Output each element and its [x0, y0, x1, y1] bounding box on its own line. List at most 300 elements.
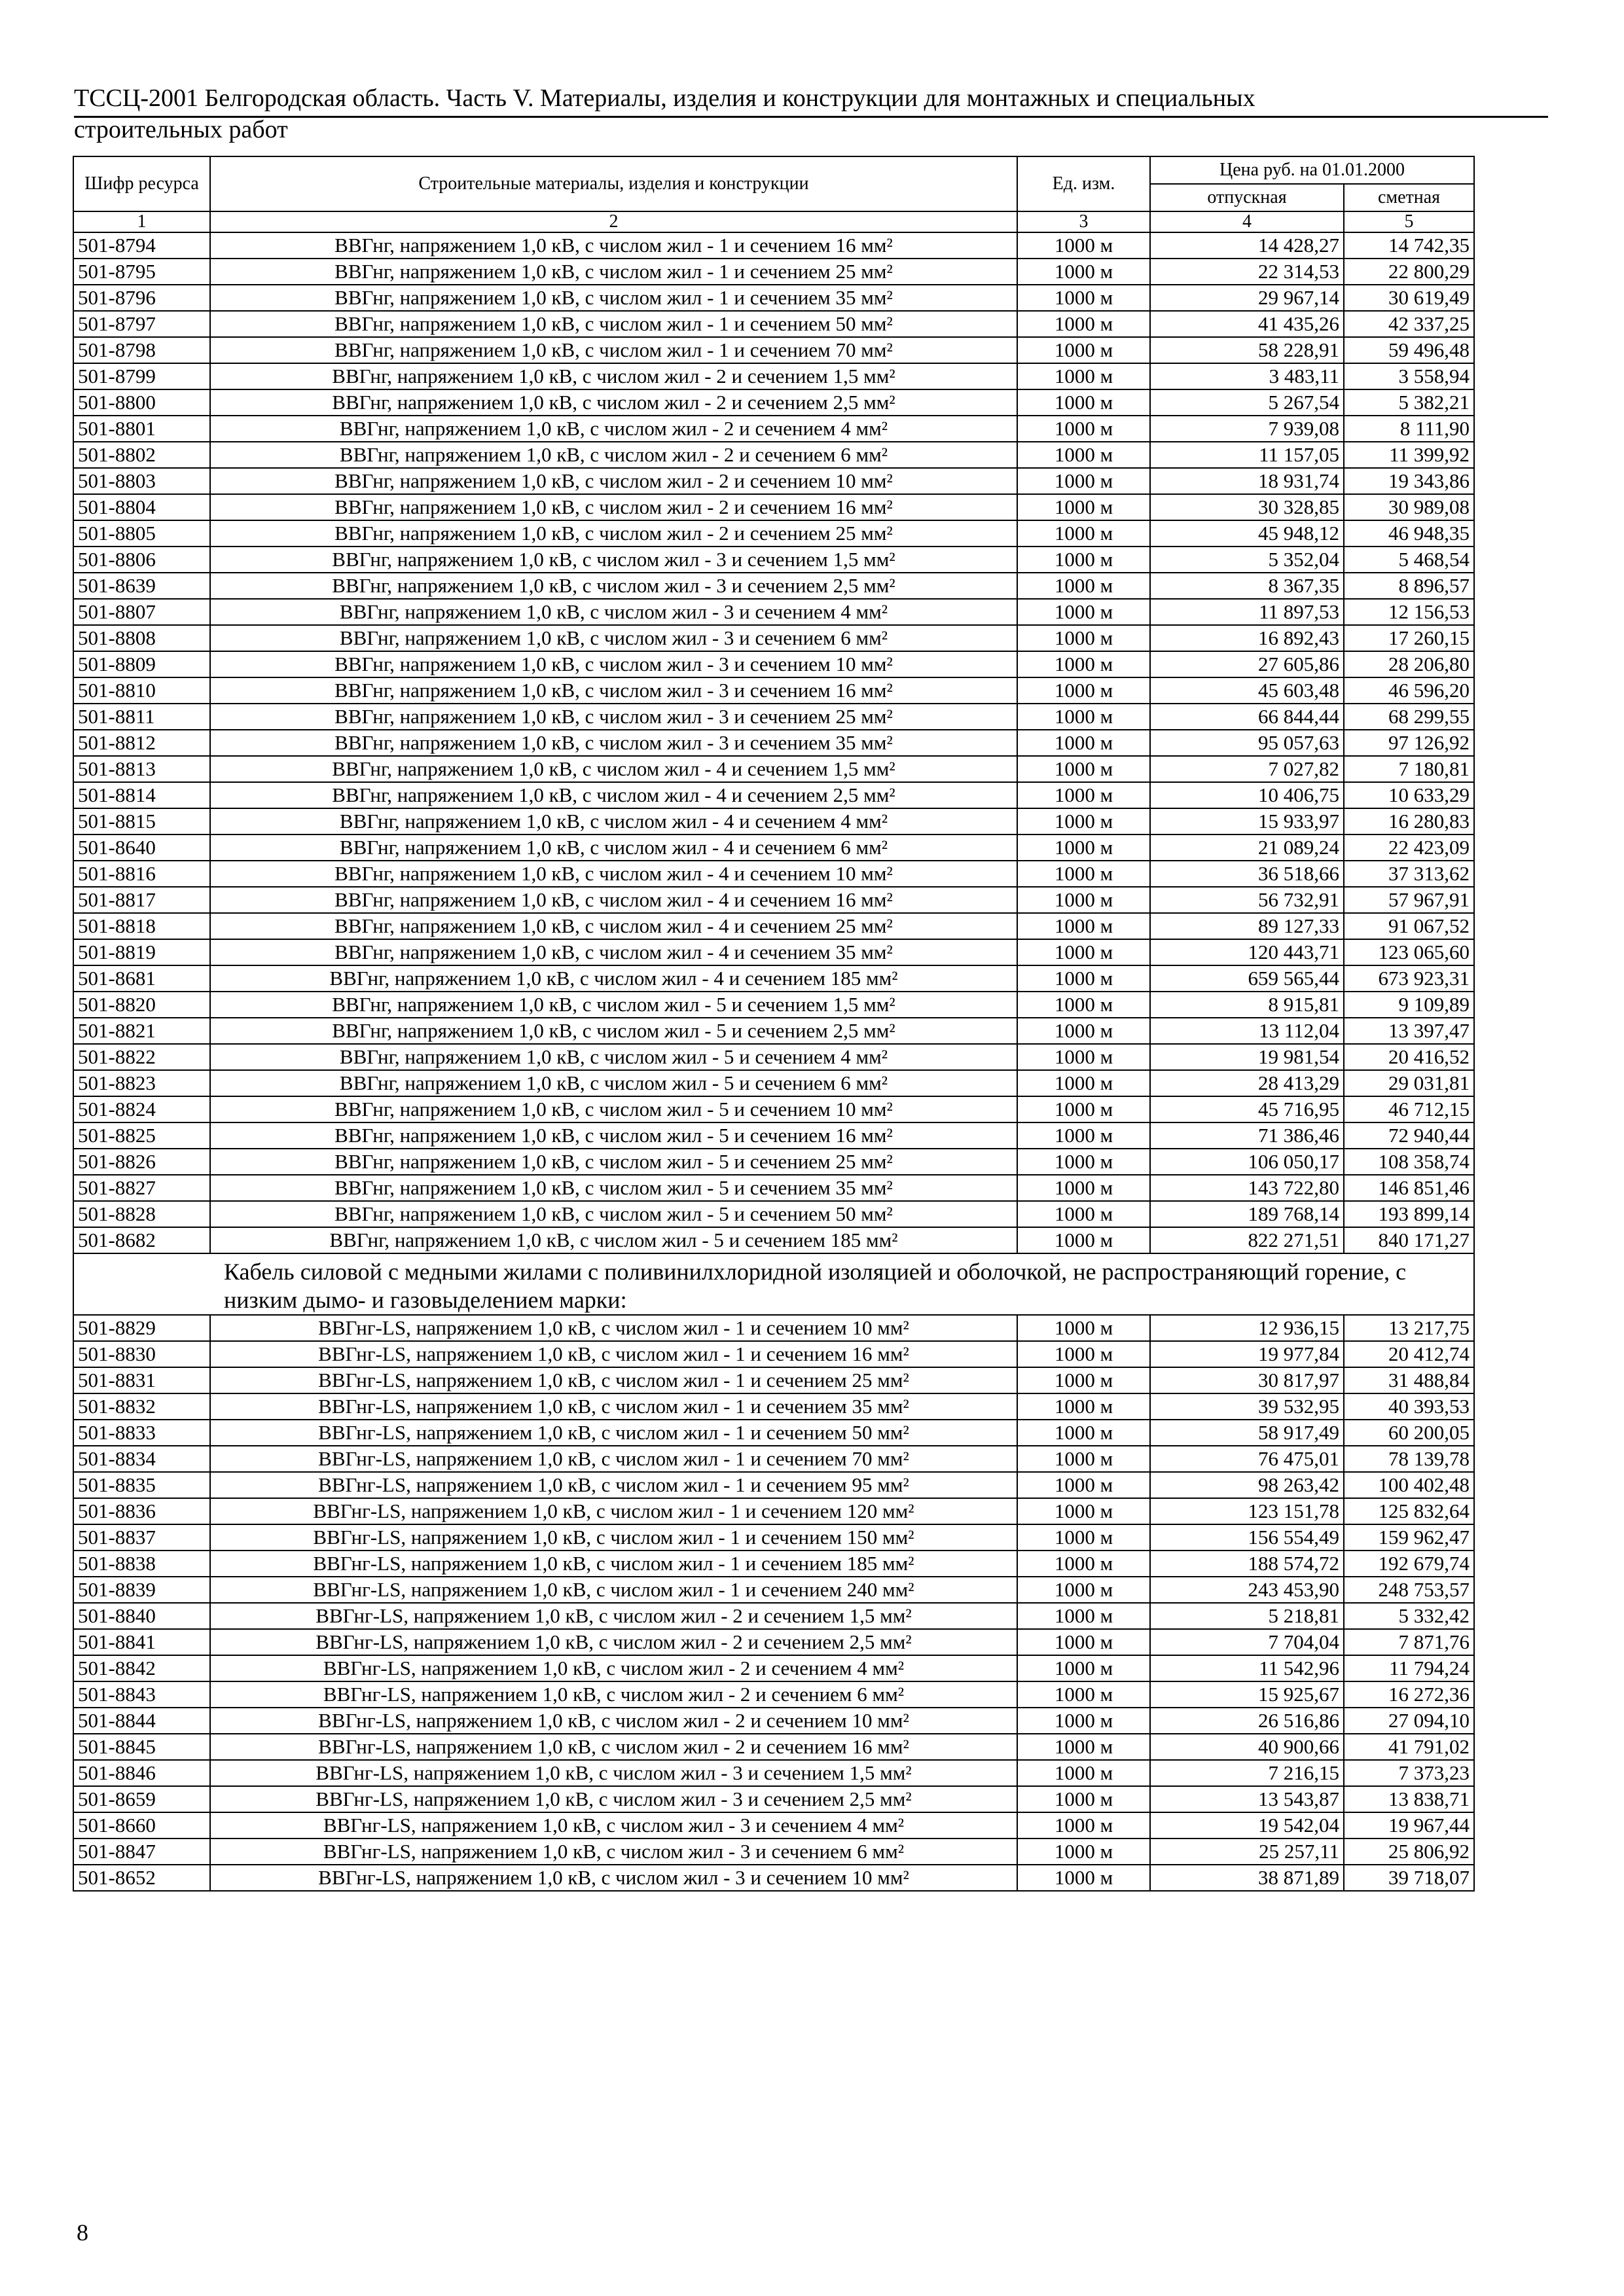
material-name: ВВГнг, напряжением 1,0 кВ, с числом жил - 1 и сечением 25 мм² — [210, 259, 1017, 285]
unit-cell: 1000 м — [1017, 677, 1150, 704]
price-estimate: 10 633,29 — [1344, 782, 1474, 808]
table-row — [73, 520, 1474, 547]
table-row — [73, 1201, 1474, 1227]
price-estimate: 248 753,57 — [1344, 1577, 1474, 1603]
price-estimate: 9 109,89 — [1344, 992, 1474, 1018]
price-estimate: 7 373,23 — [1344, 1760, 1474, 1786]
material-name: ВВГнг, напряжением 1,0 кВ, с числом жил - 4 и сечением 25 мм² — [210, 913, 1017, 939]
price-estimate: 840 171,27 — [1344, 1227, 1474, 1253]
page-title: ТССЦ-2001 Белгородская область. Часть V. Материалы, изделия и конструкции для монтажных и специальных строительных работ — [74, 84, 1255, 143]
material-name: ВВГнг-LS, напряжением 1,0 кВ, с числом жил - 1 и сечением 35 мм² — [210, 1393, 1017, 1420]
resource-code: 501-8815 — [73, 808, 210, 834]
unit-cell: 1000 м — [1017, 1018, 1150, 1044]
price-estimate: 39 718,07 — [1344, 1865, 1474, 1891]
resource-code: 501-8847 — [73, 1839, 210, 1865]
resource-code: 501-8798 — [73, 337, 210, 363]
material-name: ВВГнг-LS, напряжением 1,0 кВ, с числом жил - 2 и сечением 4 мм² — [210, 1655, 1017, 1681]
resource-code: 501-8827 — [73, 1175, 210, 1201]
material-name: ВВГнг, напряжением 1,0 кВ, с числом жил - 3 и сечением 35 мм² — [210, 730, 1017, 756]
price-release: 45 603,48 — [1150, 677, 1344, 704]
material-name: ВВГнг, напряжением 1,0 кВ, с числом жил - 2 и сечением 2,5 мм² — [210, 389, 1017, 416]
price-release: 7 939,08 — [1150, 416, 1344, 442]
price-release: 56 732,91 — [1150, 887, 1344, 913]
price-estimate: 108 358,74 — [1344, 1149, 1474, 1175]
material-name: ВВГнг-LS, напряжением 1,0 кВ, с числом жил - 2 и сечением 6 мм² — [210, 1681, 1017, 1708]
price-estimate: 13 397,47 — [1344, 1018, 1474, 1044]
material-name: ВВГнг, напряжением 1,0 кВ, с числом жил - 2 и сечением 6 мм² — [210, 442, 1017, 468]
unit-cell: 1000 м — [1017, 1446, 1150, 1472]
price-estimate: 22 423,09 — [1344, 834, 1474, 861]
unit-cell: 1000 м — [1017, 442, 1150, 468]
unit-cell: 1000 м — [1017, 1393, 1150, 1420]
resource-code: 501-8842 — [73, 1655, 210, 1681]
table-row — [73, 965, 1474, 992]
material-name: ВВГнг, напряжением 1,0 кВ, с числом жил - 3 и сечением 10 мм² — [210, 651, 1017, 677]
price-estimate: 37 313,62 — [1344, 861, 1474, 887]
price-release: 5 218,81 — [1150, 1603, 1344, 1629]
resource-code: 501-8652 — [73, 1865, 210, 1891]
material-name: ВВГнг, напряжением 1,0 кВ, с числом жил - 5 и сечением 185 мм² — [210, 1227, 1017, 1253]
price-estimate: 60 200,05 — [1344, 1420, 1474, 1446]
table-body-vvgng-ls — [73, 1315, 1474, 1891]
material-name: ВВГнг, напряжением 1,0 кВ, с числом жил - 5 и сечением 16 мм² — [210, 1122, 1017, 1149]
price-release: 27 605,86 — [1150, 651, 1344, 677]
unit-cell: 1000 м — [1017, 494, 1150, 520]
price-estimate: 193 899,14 — [1344, 1201, 1474, 1227]
resource-code: 501-8806 — [73, 547, 210, 573]
price-estimate: 13 838,71 — [1344, 1786, 1474, 1812]
table-row — [73, 1812, 1474, 1839]
resource-code: 501-8845 — [73, 1734, 210, 1760]
unit-cell: 1000 м — [1017, 1498, 1150, 1524]
price-release: 5 352,04 — [1150, 547, 1344, 573]
price-estimate: 72 940,44 — [1344, 1122, 1474, 1149]
resource-code: 501-8831 — [73, 1367, 210, 1393]
price-estimate: 11 399,92 — [1344, 442, 1474, 468]
resource-code: 501-8833 — [73, 1420, 210, 1446]
price-release: 13 112,04 — [1150, 1018, 1344, 1044]
table-row — [73, 861, 1474, 887]
unit-cell: 1000 м — [1017, 259, 1150, 285]
price-estimate: 29 031,81 — [1344, 1070, 1474, 1096]
unit-cell: 1000 м — [1017, 1577, 1150, 1603]
price-estimate: 28 206,80 — [1344, 651, 1474, 677]
resource-code: 501-8809 — [73, 651, 210, 677]
price-release: 36 518,66 — [1150, 861, 1344, 887]
unit-cell: 1000 м — [1017, 913, 1150, 939]
resource-code: 501-8801 — [73, 416, 210, 442]
resource-code: 501-8837 — [73, 1524, 210, 1551]
price-estimate: 22 800,29 — [1344, 259, 1474, 285]
price-release: 10 406,75 — [1150, 782, 1344, 808]
unit-cell: 1000 м — [1017, 547, 1150, 573]
resource-code: 501-8835 — [73, 1472, 210, 1498]
resource-code: 501-8844 — [73, 1708, 210, 1734]
price-release: 41 435,26 — [1150, 311, 1344, 337]
price-release: 95 057,63 — [1150, 730, 1344, 756]
material-name: ВВГнг-LS, напряжением 1,0 кВ, с числом жил - 2 и сечением 1,5 мм² — [210, 1603, 1017, 1629]
unit-cell: 1000 м — [1017, 311, 1150, 337]
price-release: 11 897,53 — [1150, 599, 1344, 625]
price-release: 16 892,43 — [1150, 625, 1344, 651]
table-row — [73, 1367, 1474, 1393]
material-name: ВВГнг, напряжением 1,0 кВ, с числом жил - 2 и сечением 10 мм² — [210, 468, 1017, 494]
table-row — [73, 939, 1474, 965]
header-code: Шифр ресурса — [73, 156, 210, 211]
table-row — [73, 1096, 1474, 1122]
table-row — [73, 1629, 1474, 1655]
price-release: 58 917,49 — [1150, 1420, 1344, 1446]
table-row — [73, 1865, 1474, 1891]
table-row — [73, 1044, 1474, 1070]
table-row — [73, 730, 1474, 756]
table-row — [73, 913, 1474, 939]
material-name: ВВГнг, напряжением 1,0 кВ, с числом жил - 5 и сечением 4 мм² — [210, 1044, 1017, 1070]
price-estimate: 13 217,75 — [1344, 1315, 1474, 1341]
price-release: 38 871,89 — [1150, 1865, 1344, 1891]
unit-cell: 1000 м — [1017, 1708, 1150, 1734]
price-release: 45 716,95 — [1150, 1096, 1344, 1122]
price-release: 123 151,78 — [1150, 1498, 1344, 1524]
table-row — [73, 704, 1474, 730]
table-row — [73, 285, 1474, 311]
price-estimate: 20 412,74 — [1344, 1341, 1474, 1367]
resource-code: 501-8796 — [73, 285, 210, 311]
unit-cell: 1000 м — [1017, 389, 1150, 416]
material-name: ВВГнг, напряжением 1,0 кВ, с числом жил - 1 и сечением 50 мм² — [210, 311, 1017, 337]
price-estimate: 5 332,42 — [1344, 1603, 1474, 1629]
table-row — [73, 992, 1474, 1018]
unit-cell: 1000 м — [1017, 337, 1150, 363]
resource-code: 501-8824 — [73, 1096, 210, 1122]
material-name: ВВГнг, напряжением 1,0 кВ, с числом жил - 2 и сечением 4 мм² — [210, 416, 1017, 442]
price-release: 26 516,86 — [1150, 1708, 1344, 1734]
price-release: 14 428,27 — [1150, 232, 1344, 259]
price-release: 659 565,44 — [1150, 965, 1344, 992]
material-name: ВВГнг-LS, напряжением 1,0 кВ, с числом жил - 1 и сечением 25 мм² — [210, 1367, 1017, 1393]
resource-code: 501-8800 — [73, 389, 210, 416]
price-release: 120 443,71 — [1150, 939, 1344, 965]
price-release: 7 027,82 — [1150, 756, 1344, 782]
price-release: 30 817,97 — [1150, 1367, 1344, 1393]
material-name: ВВГнг, напряжением 1,0 кВ, с числом жил - 4 и сечением 4 мм² — [210, 808, 1017, 834]
resource-code: 501-8804 — [73, 494, 210, 520]
price-release: 21 089,24 — [1150, 834, 1344, 861]
resource-code: 501-8816 — [73, 861, 210, 887]
table-row — [73, 651, 1474, 677]
column-number: 1 — [73, 211, 210, 232]
material-name: ВВГнг, напряжением 1,0 кВ, с числом жил - 3 и сечением 25 мм² — [210, 704, 1017, 730]
resource-code: 501-8822 — [73, 1044, 210, 1070]
unit-cell: 1000 м — [1017, 1734, 1150, 1760]
table-row — [73, 416, 1474, 442]
unit-cell: 1000 м — [1017, 1315, 1150, 1341]
price-estimate: 19 343,86 — [1344, 468, 1474, 494]
table-row — [73, 442, 1474, 468]
unit-cell: 1000 м — [1017, 1524, 1150, 1551]
resource-code: 501-8807 — [73, 599, 210, 625]
table-row — [73, 1149, 1474, 1175]
material-name: ВВГнг-LS, напряжением 1,0 кВ, с числом жил - 3 и сечением 2,5 мм² — [210, 1786, 1017, 1812]
resource-code: 501-8682 — [73, 1227, 210, 1253]
price-estimate: 673 923,31 — [1344, 965, 1474, 992]
price-release: 28 413,29 — [1150, 1070, 1344, 1096]
price-estimate: 91 067,52 — [1344, 913, 1474, 939]
price-estimate: 16 272,36 — [1344, 1681, 1474, 1708]
unit-cell: 1000 м — [1017, 965, 1150, 992]
resource-code: 501-8795 — [73, 259, 210, 285]
material-name: ВВГнг, напряжением 1,0 кВ, с числом жил - 1 и сечением 35 мм² — [210, 285, 1017, 311]
unit-cell: 1000 м — [1017, 939, 1150, 965]
resource-code: 501-8836 — [73, 1498, 210, 1524]
page-number: 8 — [77, 2219, 88, 2246]
unit-cell: 1000 м — [1017, 756, 1150, 782]
unit-cell: 1000 м — [1017, 1149, 1150, 1175]
price-release: 189 768,14 — [1150, 1201, 1344, 1227]
resource-code: 501-8799 — [73, 363, 210, 389]
unit-cell: 1000 м — [1017, 704, 1150, 730]
price-estimate: 100 402,48 — [1344, 1472, 1474, 1498]
unit-cell: 1000 м — [1017, 730, 1150, 756]
price-estimate: 46 712,15 — [1344, 1096, 1474, 1122]
price-release: 7 216,15 — [1150, 1760, 1344, 1786]
price-release: 12 936,15 — [1150, 1315, 1344, 1341]
material-name: ВВГнг, напряжением 1,0 кВ, с числом жил - 4 и сечением 2,5 мм² — [210, 782, 1017, 808]
material-name: ВВГнг-LS, напряжением 1,0 кВ, с числом жил - 1 и сечением 95 мм² — [210, 1472, 1017, 1498]
table-row — [73, 1175, 1474, 1201]
material-name: ВВГнг-LS, напряжением 1,0 кВ, с числом жил - 3 и сечением 1,5 мм² — [210, 1760, 1017, 1786]
unit-cell: 1000 м — [1017, 861, 1150, 887]
unit-cell: 1000 м — [1017, 887, 1150, 913]
material-name: ВВГнг, напряжением 1,0 кВ, с числом жил - 4 и сечением 1,5 мм² — [210, 756, 1017, 782]
price-estimate: 27 094,10 — [1344, 1708, 1474, 1734]
price-estimate: 97 126,92 — [1344, 730, 1474, 756]
resource-code: 501-8840 — [73, 1603, 210, 1629]
header-name: Строительные материалы, изделия и конструкции — [210, 156, 1017, 211]
material-name: ВВГнг, напряжением 1,0 кВ, с числом жил - 3 и сечением 4 мм² — [210, 599, 1017, 625]
price-estimate: 8 111,90 — [1344, 416, 1474, 442]
table-row — [73, 808, 1474, 834]
price-estimate: 30 619,49 — [1344, 285, 1474, 311]
unit-cell: 1000 м — [1017, 520, 1150, 547]
price-estimate: 25 806,92 — [1344, 1839, 1474, 1865]
material-name: ВВГнг, напряжением 1,0 кВ, с числом жил - 3 и сечением 6 мм² — [210, 625, 1017, 651]
material-name: ВВГнг, напряжением 1,0 кВ, с числом жил - 5 и сечением 25 мм² — [210, 1149, 1017, 1175]
resource-code: 501-8841 — [73, 1629, 210, 1655]
table-row — [73, 389, 1474, 416]
unit-cell: 1000 м — [1017, 1420, 1150, 1446]
resource-code: 501-8823 — [73, 1070, 210, 1096]
price-release: 188 574,72 — [1150, 1551, 1344, 1577]
resource-code: 501-8834 — [73, 1446, 210, 1472]
resource-code: 501-8839 — [73, 1577, 210, 1603]
price-release: 13 543,87 — [1150, 1786, 1344, 1812]
resource-code: 501-8814 — [73, 782, 210, 808]
price-release: 822 271,51 — [1150, 1227, 1344, 1253]
price-estimate: 5 382,21 — [1344, 389, 1474, 416]
table-row — [73, 1603, 1474, 1629]
table-row — [73, 468, 1474, 494]
price-estimate: 30 989,08 — [1344, 494, 1474, 520]
price-release: 11 542,96 — [1150, 1655, 1344, 1681]
material-name: ВВГнг-LS, напряжением 1,0 кВ, с числом жил - 2 и сечением 10 мм² — [210, 1708, 1017, 1734]
price-estimate: 19 967,44 — [1344, 1812, 1474, 1839]
unit-cell: 1000 м — [1017, 285, 1150, 311]
resource-code: 501-8832 — [73, 1393, 210, 1420]
price-release: 243 453,90 — [1150, 1577, 1344, 1603]
material-name: ВВГнг, напряжением 1,0 кВ, с числом жил - 3 и сечением 1,5 мм² — [210, 547, 1017, 573]
material-name: ВВГнг-LS, напряжением 1,0 кВ, с числом жил - 3 и сечением 10 мм² — [210, 1865, 1017, 1891]
material-name: ВВГнг, напряжением 1,0 кВ, с числом жил - 4 и сечением 35 мм² — [210, 939, 1017, 965]
unit-cell: 1000 м — [1017, 992, 1150, 1018]
resource-code: 501-8821 — [73, 1018, 210, 1044]
unit-cell: 1000 м — [1017, 1227, 1150, 1253]
material-name: ВВГнг, напряжением 1,0 кВ, с числом жил - 4 и сечением 185 мм² — [210, 965, 1017, 992]
material-name: ВВГнг, напряжением 1,0 кВ, с числом жил - 4 и сечением 16 мм² — [210, 887, 1017, 913]
price-release: 156 554,49 — [1150, 1524, 1344, 1551]
resource-code: 501-8794 — [73, 232, 210, 259]
table-row — [73, 1760, 1474, 1786]
price-estimate: 123 065,60 — [1344, 939, 1474, 965]
table-row — [73, 1227, 1474, 1253]
price-estimate: 11 794,24 — [1344, 1655, 1474, 1681]
price-release: 40 900,66 — [1150, 1734, 1344, 1760]
table-row — [73, 1681, 1474, 1708]
unit-cell: 1000 м — [1017, 1175, 1150, 1201]
header-unit: Ед. изм. — [1017, 156, 1150, 211]
column-number: 3 — [1017, 211, 1150, 232]
unit-cell: 1000 м — [1017, 782, 1150, 808]
price-estimate: 17 260,15 — [1344, 625, 1474, 651]
resource-code: 501-8802 — [73, 442, 210, 468]
price-estimate: 40 393,53 — [1344, 1393, 1474, 1420]
price-release: 30 328,85 — [1150, 494, 1344, 520]
resource-code: 501-8838 — [73, 1551, 210, 1577]
unit-cell: 1000 м — [1017, 1681, 1150, 1708]
unit-cell: 1000 м — [1017, 834, 1150, 861]
unit-cell: 1000 м — [1017, 1201, 1150, 1227]
unit-cell: 1000 м — [1017, 1760, 1150, 1786]
price-estimate: 7 871,76 — [1344, 1629, 1474, 1655]
material-name: ВВГнг, напряжением 1,0 кВ, с числом жил - 5 и сечением 2,5 мм² — [210, 1018, 1017, 1044]
material-name: ВВГнг, напряжением 1,0 кВ, с числом жил - 5 и сечением 1,5 мм² — [210, 992, 1017, 1018]
table-row — [73, 625, 1474, 651]
material-name: ВВГнг, напряжением 1,0 кВ, с числом жил - 5 и сечением 35 мм² — [210, 1175, 1017, 1201]
unit-cell: 1000 м — [1017, 363, 1150, 389]
table-row — [73, 782, 1474, 808]
price-estimate: 68 299,55 — [1344, 704, 1474, 730]
table-row — [73, 1577, 1474, 1603]
unit-cell: 1000 м — [1017, 1472, 1150, 1498]
column-number: 5 — [1344, 211, 1474, 232]
table-row — [73, 337, 1474, 363]
price-release: 3 483,11 — [1150, 363, 1344, 389]
price-release: 66 844,44 — [1150, 704, 1344, 730]
price-release: 19 542,04 — [1150, 1812, 1344, 1839]
resource-code: 501-8681 — [73, 965, 210, 992]
price-estimate: 41 791,02 — [1344, 1734, 1474, 1760]
table-row — [73, 1786, 1474, 1812]
price-release: 58 228,91 — [1150, 337, 1344, 363]
unit-cell: 1000 м — [1017, 1786, 1150, 1812]
resource-code: 501-8846 — [73, 1760, 210, 1786]
table-row — [73, 1708, 1474, 1734]
table-row — [73, 1839, 1474, 1865]
price-release: 18 931,74 — [1150, 468, 1344, 494]
material-name: ВВГнг, напряжением 1,0 кВ, с числом жил - 3 и сечением 2,5 мм² — [210, 573, 1017, 599]
table-row — [73, 1018, 1474, 1044]
price-release: 89 127,33 — [1150, 913, 1344, 939]
price-estimate: 192 679,74 — [1344, 1551, 1474, 1577]
table-row — [73, 547, 1474, 573]
section-row — [73, 1253, 1474, 1315]
price-release: 106 050,17 — [1150, 1149, 1344, 1175]
material-name: ВВГнг-LS, напряжением 1,0 кВ, с числом жил - 1 и сечением 70 мм² — [210, 1446, 1017, 1472]
resource-code: 501-8803 — [73, 468, 210, 494]
header-price: Цена руб. на 01.01.2000 — [1150, 156, 1474, 184]
unit-cell: 1000 м — [1017, 232, 1150, 259]
unit-cell: 1000 м — [1017, 1551, 1150, 1577]
material-name: ВВГнг, напряжением 1,0 кВ, с числом жил - 1 и сечением 70 мм² — [210, 337, 1017, 363]
resource-code: 501-8810 — [73, 677, 210, 704]
table-row — [73, 232, 1474, 259]
resource-code: 501-8639 — [73, 573, 210, 599]
header-price-estimate: сметная — [1344, 184, 1474, 211]
table-row — [73, 1655, 1474, 1681]
price-estimate: 12 156,53 — [1344, 599, 1474, 625]
price-estimate: 3 558,94 — [1344, 363, 1474, 389]
table-row — [73, 887, 1474, 913]
resource-code: 501-8825 — [73, 1122, 210, 1149]
material-name: ВВГнг-LS, напряжением 1,0 кВ, с числом жил - 1 и сечением 50 мм² — [210, 1420, 1017, 1446]
column-number: 2 — [210, 211, 1017, 232]
table-row — [73, 1341, 1474, 1367]
price-release: 8 915,81 — [1150, 992, 1344, 1018]
material-name: ВВГнг, напряжением 1,0 кВ, с числом жил - 3 и сечением 16 мм² — [210, 677, 1017, 704]
resource-code: 501-8808 — [73, 625, 210, 651]
material-name: ВВГнг-LS, напряжением 1,0 кВ, с числом жил - 1 и сечением 16 мм² — [210, 1341, 1017, 1367]
table-row — [73, 1446, 1474, 1472]
material-name: ВВГнг, напряжением 1,0 кВ, с числом жил - 2 и сечением 25 мм² — [210, 520, 1017, 547]
table-row — [73, 573, 1474, 599]
price-table — [73, 156, 1475, 1892]
resource-code: 501-8828 — [73, 1201, 210, 1227]
resource-code: 501-8819 — [73, 939, 210, 965]
price-release: 76 475,01 — [1150, 1446, 1344, 1472]
unit-cell: 1000 м — [1017, 1865, 1150, 1891]
table-row — [73, 1315, 1474, 1341]
price-estimate: 20 416,52 — [1344, 1044, 1474, 1070]
price-release: 19 981,54 — [1150, 1044, 1344, 1070]
material-name: ВВГнг-LS, напряжением 1,0 кВ, с числом жил - 1 и сечением 10 мм² — [210, 1315, 1017, 1341]
resource-code: 501-8826 — [73, 1149, 210, 1175]
table-row — [73, 756, 1474, 782]
table-row — [73, 1393, 1474, 1420]
price-estimate: 8 896,57 — [1344, 573, 1474, 599]
price-release: 29 967,14 — [1150, 285, 1344, 311]
price-release: 8 367,35 — [1150, 573, 1344, 599]
material-name: ВВГнг, напряжением 1,0 кВ, с числом жил - 4 и сечением 10 мм² — [210, 861, 1017, 887]
material-name: ВВГнг-LS, напряжением 1,0 кВ, с числом жил - 1 и сечением 240 мм² — [210, 1577, 1017, 1603]
table-row — [73, 1122, 1474, 1149]
unit-cell: 1000 м — [1017, 1070, 1150, 1096]
unit-cell: 1000 м — [1017, 1655, 1150, 1681]
table-row — [73, 1472, 1474, 1498]
price-estimate: 46 596,20 — [1344, 677, 1474, 704]
resource-code: 501-8797 — [73, 311, 210, 337]
price-release: 39 532,95 — [1150, 1393, 1344, 1420]
price-release: 71 386,46 — [1150, 1122, 1344, 1149]
